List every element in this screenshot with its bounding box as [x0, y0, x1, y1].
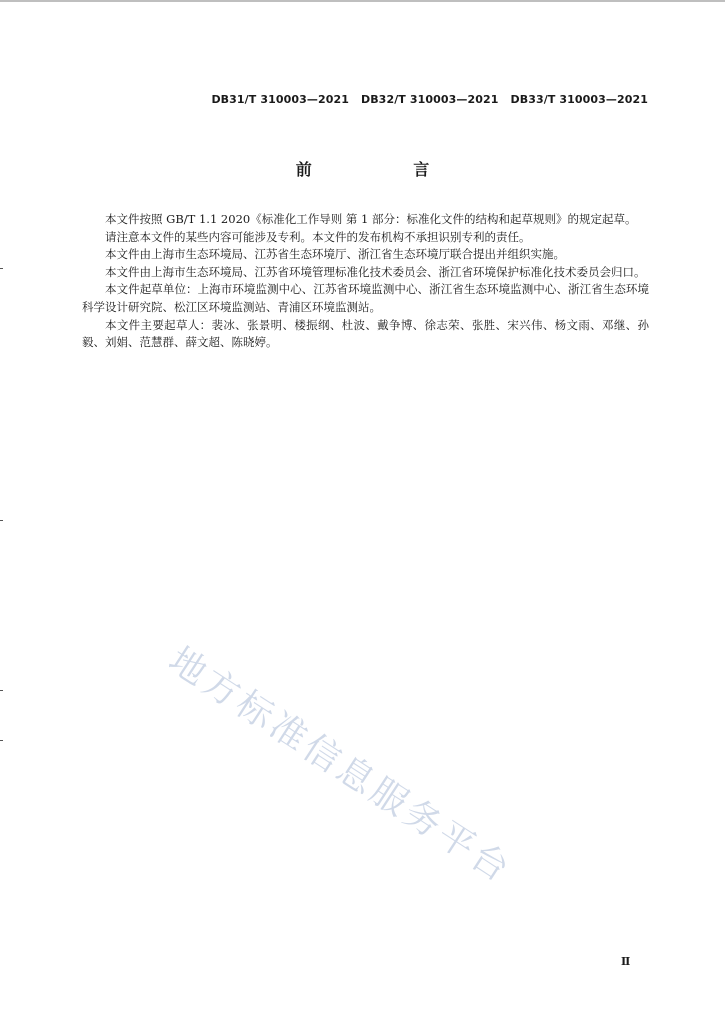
paragraph-patent-notice: 请注意本文件的某些内容可能涉及专利。本文件的发布机构不承担识别专利的责任。 [105, 229, 531, 244]
top-border-line [0, 0, 725, 2]
page-number: Ⅱ [621, 955, 631, 968]
binding-mark [0, 740, 3, 741]
binding-mark [0, 520, 3, 521]
page-title: 前 言 [295, 160, 478, 179]
paragraph-drafting-rules: 本文件按照 GB/T 1.1 2020《标准化工作导则 第 1 部分：标准化文件的结构和起草规则》的规定起草。 [105, 212, 637, 226]
standard-code-zhejiang: DB33/T 310003—2021 [510, 93, 648, 106]
binding-mark [0, 268, 3, 269]
standard-code-jiangsu: DB32/T 310003—2021 [360, 93, 499, 106]
paragraph-drafting-units: 本文件起草单位：上海市环境监测中心、江苏省环境监测中心、浙江省生态环境监测中心、浙江省生态环境科学设计研究院、松江区环境监测站、青浦区环境监测站。 [82, 282, 649, 314]
standard-code-shanghai: DB31/T 310003—2021 [211, 93, 349, 106]
paragraph-main-drafters: 本文件主要起草人：裴冰、张景明、楼振纲、杜波、戴争博、徐志荣、张胜、宋兴伟、杨文雨、邓继、孙毅、刘娟、范慧群、薛文超、陈晓婷。 [82, 317, 649, 350]
foreword-body [82, 211, 649, 352]
paragraph-responsible-units: 本文件由上海市生态环境局、江苏省环境管理标准化技术委员会、浙江省环境保护标准化技术委员会归口。 [105, 264, 646, 279]
watermark: 地方标准信息服务平台 [161, 639, 520, 892]
standard-codes-header [211, 93, 648, 106]
binding-mark [0, 690, 3, 691]
paragraph-proposers: 本文件由上海市生态环境局、江苏省生态环境厅、浙江省生态环境厅联合提出并组织实施。 [105, 247, 565, 262]
